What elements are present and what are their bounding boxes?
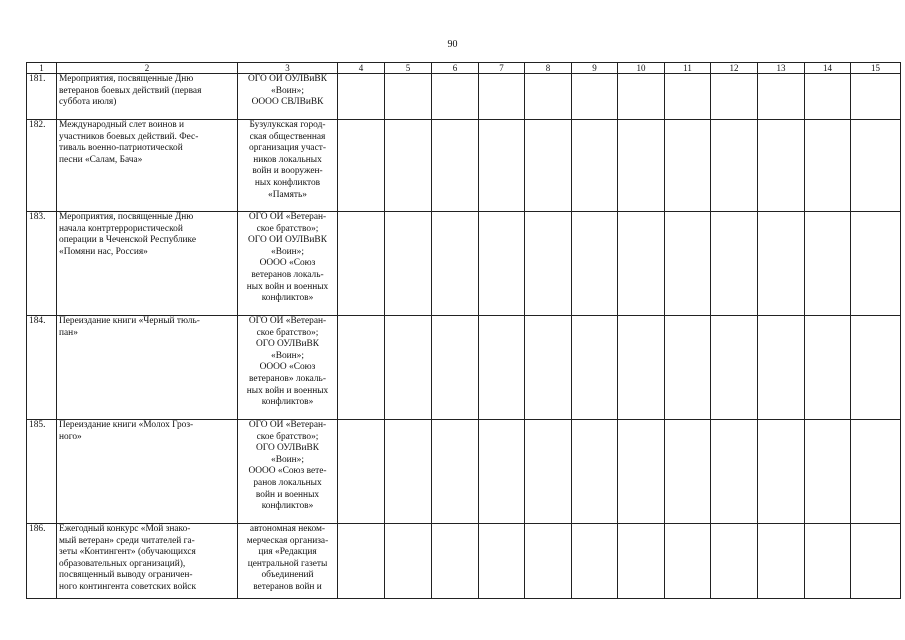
empty-cell <box>851 420 901 524</box>
organizer: ОГО ОИ «Ветеран- ское братство»; ОГО ОУЛВиВК «Воин»; ОООО «Союз ветеранов» локаль- ных войн и военных конфликтов» <box>238 316 338 420</box>
organizer: ОГО ОИ ОУЛВиВК «Воин»; ОООО СВЛВиВК <box>238 74 338 120</box>
empty-cell <box>432 120 479 212</box>
empty-cell <box>758 524 805 599</box>
row-number: 185. <box>27 420 57 524</box>
empty-cell <box>385 212 432 316</box>
header-cell-1: 1 <box>27 63 57 74</box>
organizer: ОГО ОИ «Ветеран- ское братство»; ОГО ОИ ОУЛВиВК «Воин»; ОООО «Союз ветеранов локаль- ных войн и военных конфликтов» <box>238 212 338 316</box>
empty-cell <box>572 74 618 120</box>
organizer: ОГО ОИ «Ветеран- ское братство»; ОГО ОУЛВиВК «Воин»; ОООО «Союз вете- ранов локальных войн и военных конфликтов» <box>238 420 338 524</box>
header-cell-10: 10 <box>618 63 665 74</box>
table-row <box>27 524 901 599</box>
header-cell-11: 11 <box>665 63 711 74</box>
empty-cell <box>338 316 385 420</box>
row-number: 182. <box>27 120 57 212</box>
header-cell-9: 9 <box>572 63 618 74</box>
header-cell-12: 12 <box>711 63 758 74</box>
empty-cell <box>385 524 432 599</box>
empty-cell <box>665 212 711 316</box>
table-row <box>27 120 901 212</box>
header-cell-7: 7 <box>479 63 525 74</box>
table-row <box>27 212 901 316</box>
empty-cell <box>851 316 901 420</box>
empty-cell <box>338 120 385 212</box>
empty-cell <box>572 420 618 524</box>
empty-cell <box>432 212 479 316</box>
empty-cell <box>618 524 665 599</box>
header-cell-5: 5 <box>385 63 432 74</box>
empty-cell <box>758 212 805 316</box>
empty-cell <box>338 74 385 120</box>
empty-cell <box>665 524 711 599</box>
empty-cell <box>851 120 901 212</box>
header-cell-6: 6 <box>432 63 479 74</box>
page-number: 90 <box>447 39 458 50</box>
organizer: автономная неком- мерческая организа- ция «Редакция центральной газеты объединений ветеранов войн и <box>238 524 338 599</box>
row-number: 181. <box>27 74 57 120</box>
table-row <box>27 74 901 120</box>
empty-cell <box>479 524 525 599</box>
empty-cell <box>572 120 618 212</box>
empty-cell <box>618 316 665 420</box>
empty-cell <box>758 420 805 524</box>
empty-cell <box>665 74 711 120</box>
empty-cell <box>711 74 758 120</box>
empty-cell <box>479 212 525 316</box>
empty-cell <box>338 420 385 524</box>
empty-cell <box>338 212 385 316</box>
empty-cell <box>618 120 665 212</box>
empty-cell <box>805 316 851 420</box>
empty-cell <box>758 74 805 120</box>
empty-cell <box>665 316 711 420</box>
empty-cell <box>618 420 665 524</box>
empty-cell <box>618 212 665 316</box>
empty-cell <box>385 420 432 524</box>
empty-cell <box>758 316 805 420</box>
header-row <box>27 63 901 74</box>
empty-cell <box>525 120 572 212</box>
empty-cell <box>805 120 851 212</box>
empty-cell <box>851 524 901 599</box>
events-table <box>26 62 901 599</box>
header-cell-15: 15 <box>851 63 901 74</box>
empty-cell <box>385 74 432 120</box>
header-cell-14: 14 <box>805 63 851 74</box>
empty-cell <box>711 316 758 420</box>
empty-cell <box>525 212 572 316</box>
empty-cell <box>525 316 572 420</box>
header-cell-2: 2 <box>57 63 238 74</box>
event-title: Мероприятия, посвященные Дню начала контртеррористической операции в Чеченской Республике «Помяни нас, Россия» <box>57 212 238 316</box>
event-title: Международный слет воинов и участников боевых действий. Фес- тиваль военно-патриотической песни «Салам, Бача» <box>57 120 238 212</box>
empty-cell <box>758 120 805 212</box>
event-title: Переиздание книги «Черный тюль- пан» <box>57 316 238 420</box>
empty-cell <box>851 74 901 120</box>
empty-cell <box>479 120 525 212</box>
event-title: Переиздание книги «Молох Гроз- ного» <box>57 420 238 524</box>
empty-cell <box>665 420 711 524</box>
empty-cell <box>711 120 758 212</box>
empty-cell <box>805 420 851 524</box>
empty-cell <box>711 524 758 599</box>
empty-cell <box>665 120 711 212</box>
empty-cell <box>572 316 618 420</box>
empty-cell <box>385 316 432 420</box>
empty-cell <box>479 420 525 524</box>
header-cell-3: 3 <box>238 63 338 74</box>
table-row <box>27 316 901 420</box>
empty-cell <box>572 524 618 599</box>
empty-cell <box>432 524 479 599</box>
empty-cell <box>479 316 525 420</box>
empty-cell <box>525 524 572 599</box>
event-title: Ежегодный конкурс «Мой знако- мый ветеран» среди читателей га- зеты «Контингент» (обучающихся образовательных организаций), посвященный выводу ограничен- ного контингента советских войск <box>57 524 238 599</box>
empty-cell <box>711 212 758 316</box>
empty-cell <box>851 212 901 316</box>
empty-cell <box>805 74 851 120</box>
empty-cell <box>525 74 572 120</box>
empty-cell <box>525 420 572 524</box>
empty-cell <box>432 316 479 420</box>
empty-cell <box>711 420 758 524</box>
header-cell-13: 13 <box>758 63 805 74</box>
organizer: Бузулукская город- ская общественная организация участ- ников локальных войн и вооружен- ных конфликтов «Память» <box>238 120 338 212</box>
empty-cell <box>805 524 851 599</box>
row-number: 186. <box>27 524 57 599</box>
header-cell-4: 4 <box>338 63 385 74</box>
row-number: 184. <box>27 316 57 420</box>
empty-cell <box>572 212 618 316</box>
empty-cell <box>618 74 665 120</box>
table-row <box>27 420 901 524</box>
empty-cell <box>805 212 851 316</box>
empty-cell <box>432 74 479 120</box>
header-cell-8: 8 <box>525 63 572 74</box>
event-title: Мероприятия, посвященные Дню ветеранов боевых действий (первая суббота июля) <box>57 74 238 120</box>
row-number: 183. <box>27 212 57 316</box>
empty-cell <box>338 524 385 599</box>
empty-cell <box>385 120 432 212</box>
empty-cell <box>432 420 479 524</box>
empty-cell <box>479 74 525 120</box>
